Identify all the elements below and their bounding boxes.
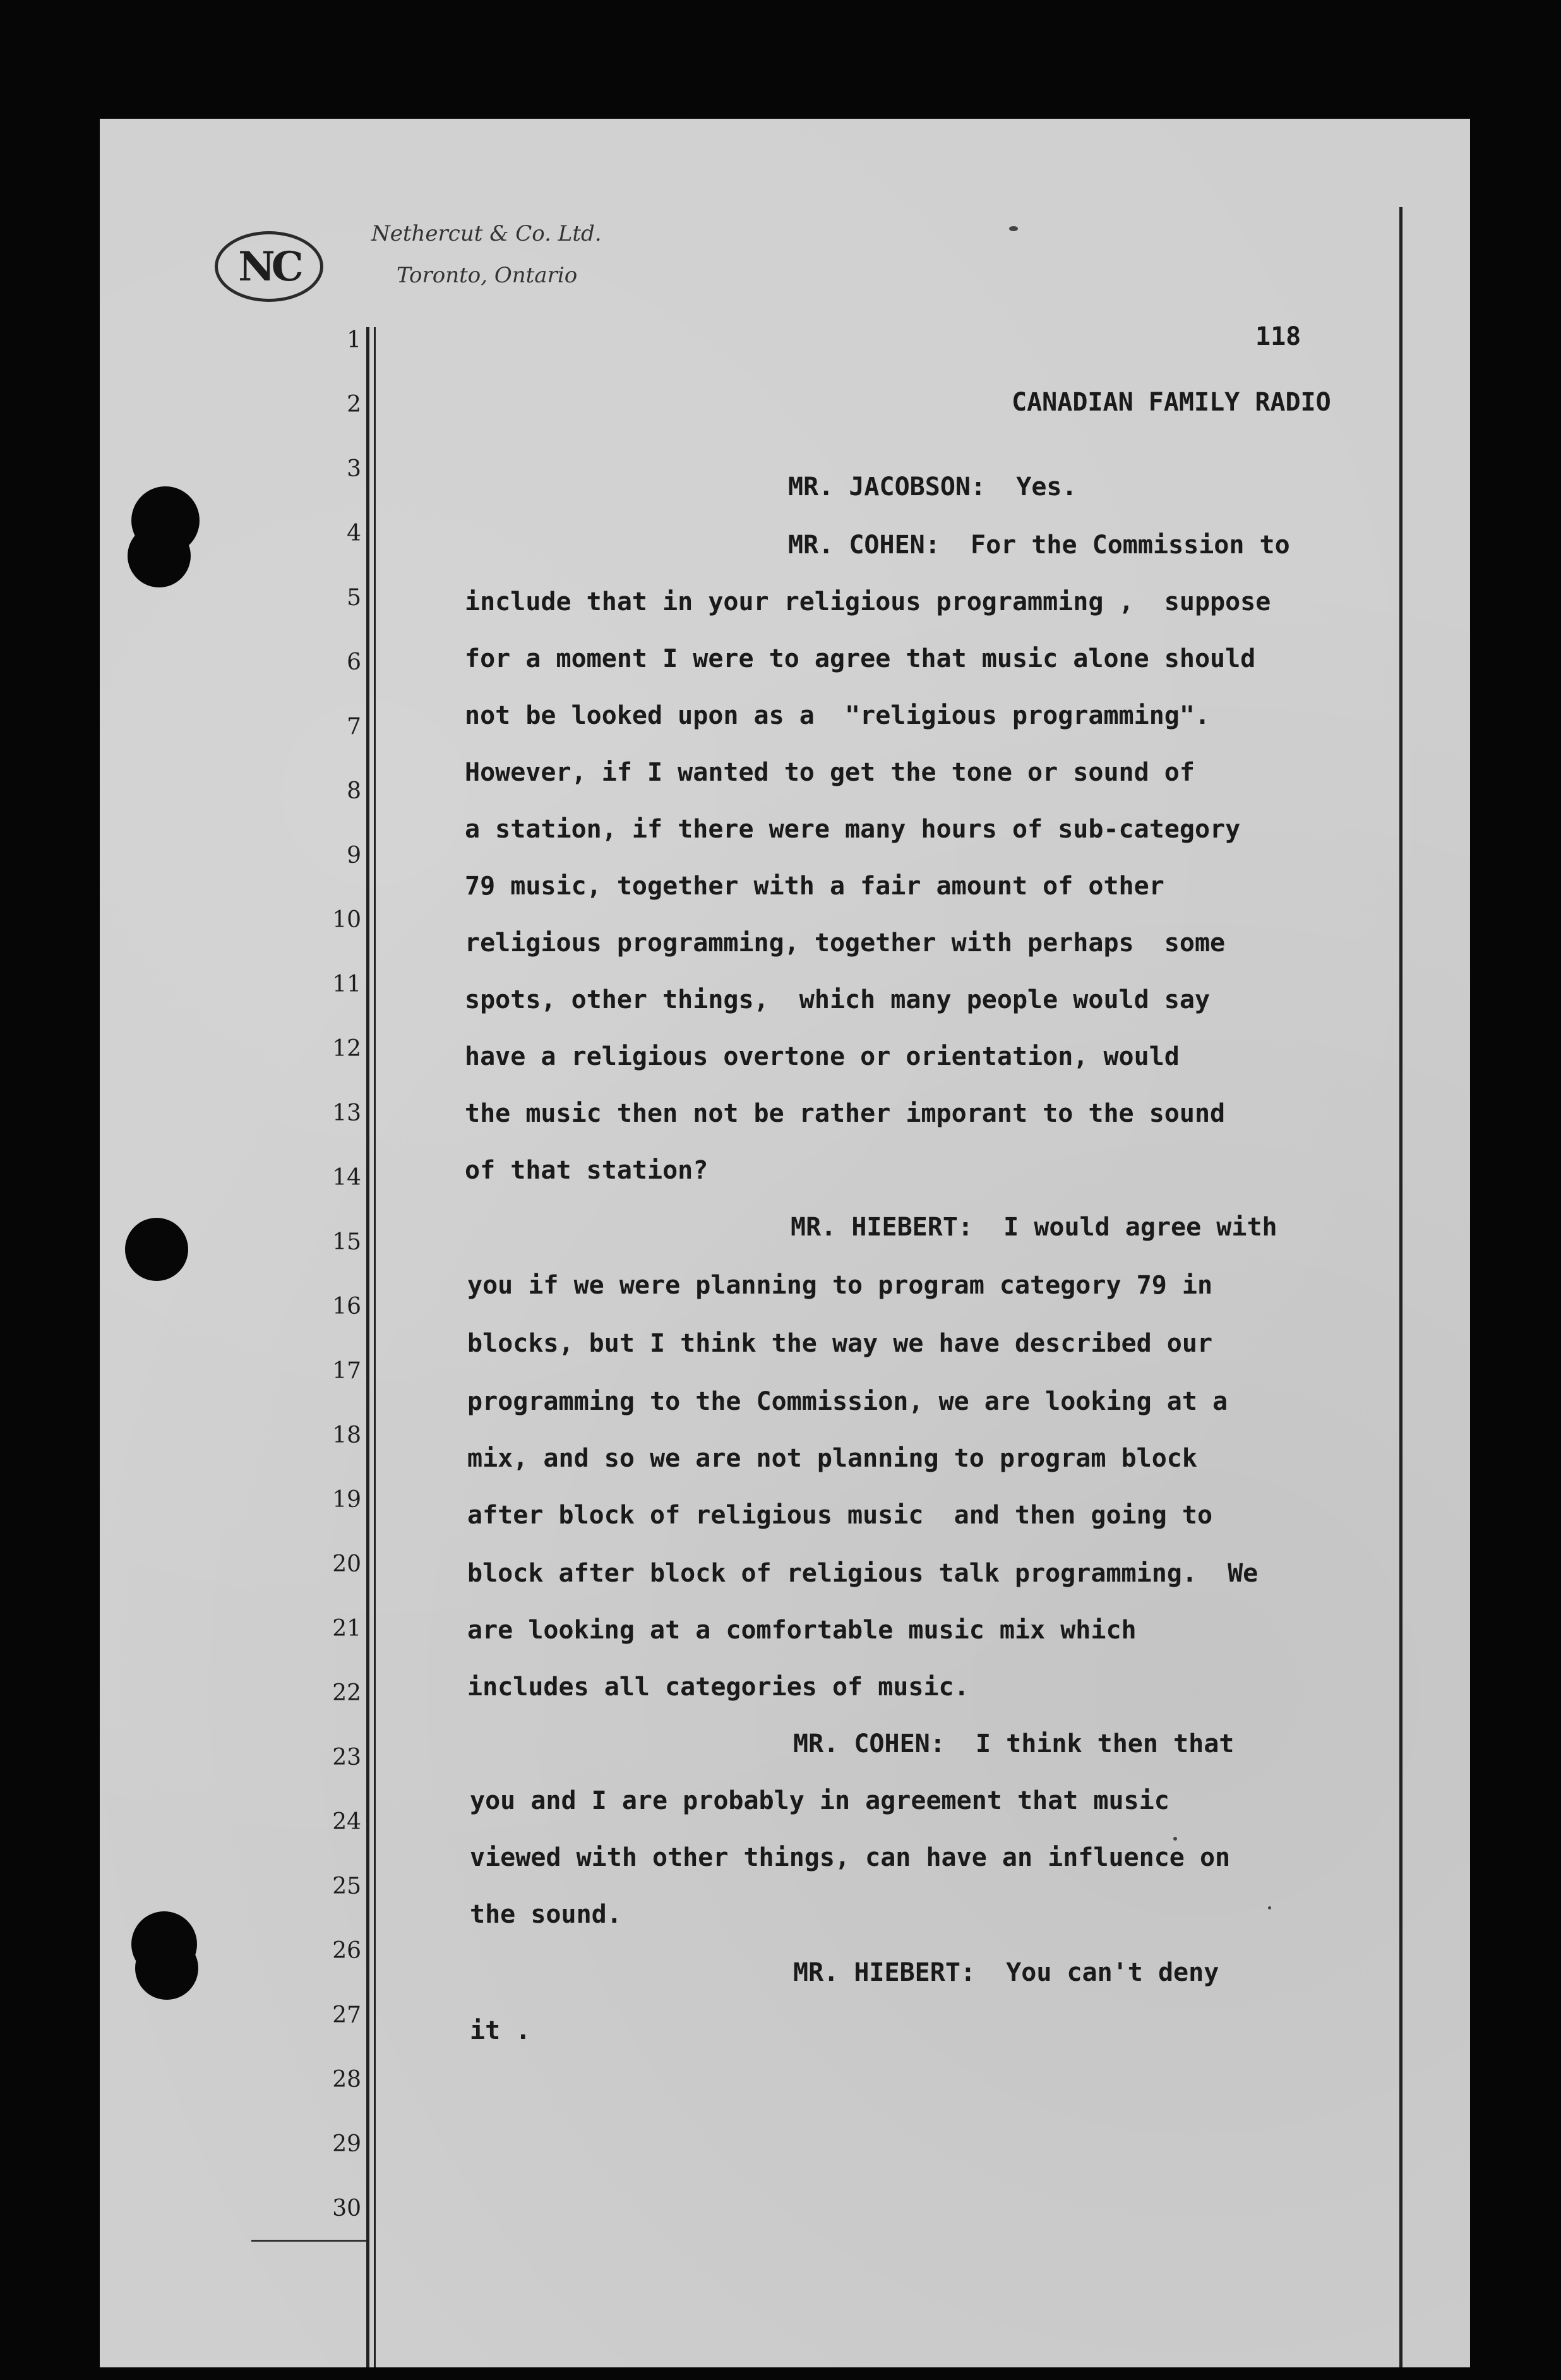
line-number: 8 [347, 778, 361, 804]
speaker-line: MR. COHEN: I think then that [793, 1729, 1235, 1758]
line-number: 26 [332, 1938, 361, 1964]
line-number: 25 [332, 1873, 361, 1899]
left-margin-rule [366, 327, 369, 2367]
speaker-line: MR. COHEN: For the Commission to [788, 531, 1290, 560]
transcript-line: it . [470, 2016, 531, 2045]
line-number: 18 [332, 1422, 361, 1448]
line-number: 28 [332, 2067, 361, 2093]
logo-monogram: NC [238, 243, 300, 291]
line-number: 29 [332, 2131, 361, 2157]
line-number: 14 [332, 1165, 361, 1191]
line-number: 3 [347, 456, 361, 482]
transcript-line: programming to the Commission, we are looking at a [467, 1387, 1228, 1416]
line-number: 9 [347, 843, 361, 868]
company-logo [215, 231, 323, 302]
line-number: 4 [347, 520, 361, 546]
transcript-line: you if we were planning to program category 79 in [467, 1271, 1213, 1300]
transcript-line: However, if I wanted to get the tone or sound of [465, 758, 1195, 787]
transcript-line: religious programming, together with perhaps some [465, 929, 1226, 958]
speaker-line: MR. HIEBERT: You can't deny [793, 1958, 1219, 1987]
letterhead-city: Toronto, Ontario [397, 263, 578, 288]
transcript-line: the music then not be rather imporant to the sound [465, 1099, 1226, 1128]
transcript-line: include that in your religious programming , suppose [465, 587, 1271, 616]
transcript-line: mix, and so we are not planning to program block [467, 1444, 1197, 1473]
transcript-line: for a moment I were to agree that music alone should [465, 644, 1256, 673]
transcript-line: viewed with other things, can have an influence on [470, 1843, 1231, 1872]
line-number: 30 [332, 2196, 361, 2221]
line-number: 7 [347, 714, 361, 740]
line-number: 11 [332, 971, 361, 997]
scan-speck [1268, 1906, 1271, 1909]
page-number: 118 [1255, 322, 1301, 351]
line-number: 6 [347, 649, 361, 675]
transcript-line: 79 music, together with a fair amount of other [465, 872, 1164, 901]
line-number-underline [251, 2240, 366, 2242]
letterhead-company: Nethercut & Co. Ltd. [371, 221, 602, 246]
line-number: 20 [332, 1551, 361, 1577]
line-number: 10 [332, 907, 361, 933]
punch-hole [128, 524, 191, 587]
line-number: 12 [332, 1036, 361, 1062]
transcript-line: block after block of religious talk programming. We [467, 1559, 1259, 1588]
line-number: 13 [332, 1100, 361, 1126]
line-number: 17 [332, 1358, 361, 1384]
transcript-line: the sound. [470, 1900, 622, 1929]
line-number: 2 [347, 392, 361, 418]
transcript-line: includes all categories of music. [467, 1673, 969, 1702]
line-number: 5 [347, 585, 361, 611]
line-number: 24 [332, 1809, 361, 1835]
transcript-line: you and I are probably in agreement that music [470, 1786, 1169, 1815]
transcript-line: not be looked upon as a "religious programming". [465, 701, 1211, 730]
line-number: 23 [332, 1745, 361, 1770]
scan-speck [1173, 1837, 1177, 1841]
line-number: 15 [332, 1229, 361, 1255]
speaker-line: MR. HIEBERT: I would agree with [791, 1213, 1277, 1242]
transcript-line: are looking at a comfortable music mix which [467, 1616, 1137, 1645]
transcript-line: a station, if there were many hours of sub-category [465, 815, 1241, 844]
transcript-line: have a religious overtone or orientation, would [465, 1042, 1180, 1071]
scan-speck [1009, 226, 1018, 231]
page-heading: CANADIAN FAMILY RADIO [1012, 388, 1331, 417]
line-number: 27 [332, 2002, 361, 2028]
punch-hole [125, 1218, 188, 1281]
left-margin-rule-inner [374, 327, 376, 2367]
transcript-line: of that station? [465, 1156, 709, 1185]
line-number: 21 [332, 1616, 361, 1642]
transcript-page [100, 119, 1470, 2367]
line-number: 16 [332, 1294, 361, 1319]
line-number: 22 [332, 1680, 361, 1706]
transcript-line: blocks, but I think the way we have described our [467, 1329, 1213, 1358]
line-number: 1 [347, 327, 361, 353]
transcript-line: after block of religious music and then going to [467, 1501, 1213, 1530]
punch-hole [135, 1937, 198, 2000]
line-number: 19 [332, 1487, 361, 1513]
speaker-line: MR. JACOBSON: Yes. [788, 472, 1077, 502]
right-margin-rule [1399, 207, 1403, 2367]
transcript-line: spots, other things, which many people would say [465, 985, 1211, 1014]
